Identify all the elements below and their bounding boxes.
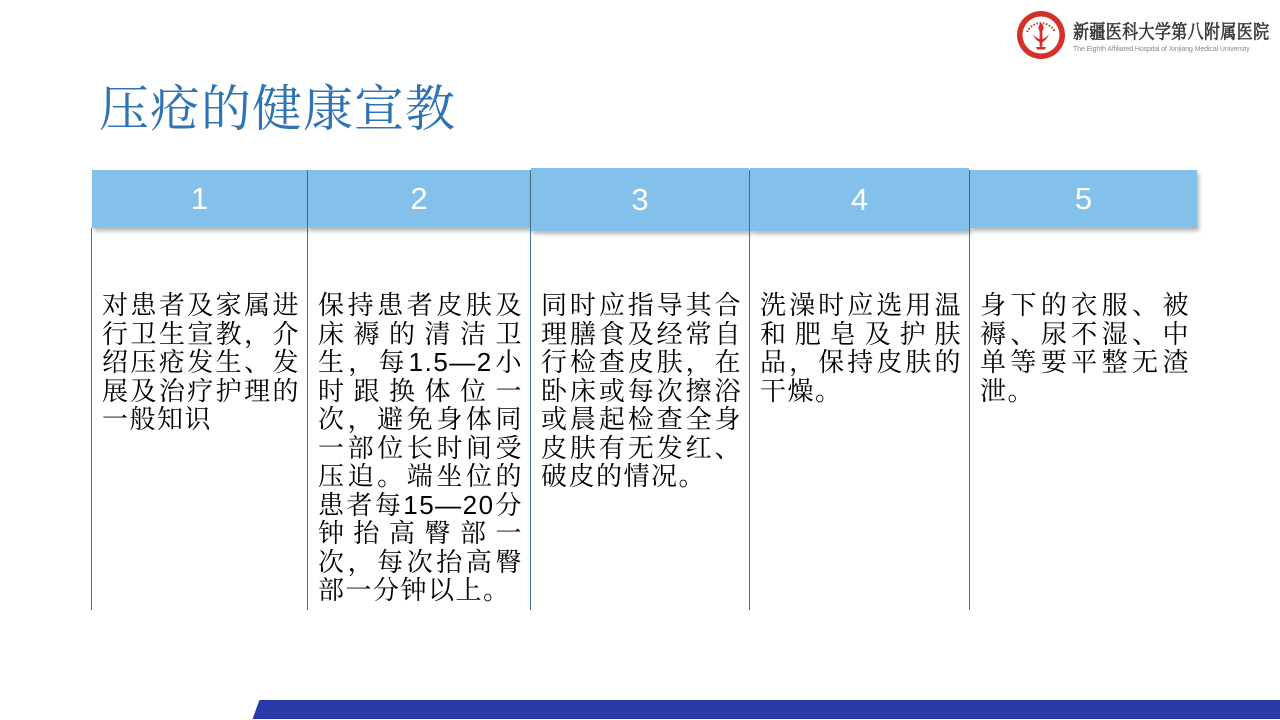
table-column-2 xyxy=(307,170,530,610)
column-text: 身下的衣服、被褥、尿不湿、中单等要平整无渣泄。 xyxy=(980,290,1190,406)
table-column-5 xyxy=(969,170,1197,610)
column-body-1 xyxy=(91,228,307,610)
bottom-accent-bar xyxy=(253,700,1280,719)
column-body-5 xyxy=(970,228,1197,610)
column-body-2 xyxy=(308,228,530,610)
column-number: 1 xyxy=(190,181,209,216)
column-header-2 xyxy=(308,170,530,228)
column-text: 保持患者皮肤及床褥的清洁卫生，每1.5—2小时跟换体位一次，避免身体同一部位长时间受压迫。端坐位的患者每15—20分钟抬高臀部一次，每次抬高臀部一分钟以上。 xyxy=(318,290,523,605)
column-number: 3 xyxy=(631,181,649,217)
column-header-5 xyxy=(970,170,1197,228)
hospital-name-en: The Eighth Affiliated Hospital of Xinjiang Medical University xyxy=(1073,46,1250,53)
column-number: 2 xyxy=(410,181,428,216)
column-body-4 xyxy=(750,231,969,610)
page-title: 压疮的健康宣教 xyxy=(99,81,456,137)
column-body-3 xyxy=(531,231,749,610)
hospital-name-block xyxy=(1073,17,1280,53)
hospital-seal-icon xyxy=(1016,10,1066,60)
column-header-4 xyxy=(750,168,969,231)
column-text: 洗澡时应选用温和肥皂及护肤品，保持皮肤的干燥。 xyxy=(760,290,962,406)
column-text: 对患者及家属进行卫生宣教，介绍压疮发生、发展及治疗护理的一般知识 xyxy=(102,290,300,434)
column-text: 同时应指导其合理膳食及经常自行检查皮肤，在卧床或每次擦浴或晨起检查全身皮肤有无发红、破皮的情况。 xyxy=(541,290,742,491)
column-header-1 xyxy=(92,170,307,228)
hospital-logo xyxy=(1016,10,1280,60)
hospital-name-zh: 新疆医科大学第八附属医院 xyxy=(1073,22,1270,43)
table-column-4 xyxy=(749,170,969,610)
column-number: 5 xyxy=(1074,181,1093,216)
table-column-3 xyxy=(530,170,749,610)
column-number: 4 xyxy=(850,181,869,217)
education-table xyxy=(92,170,1197,610)
column-header-3 xyxy=(531,168,749,231)
table-column-1 xyxy=(92,170,307,610)
